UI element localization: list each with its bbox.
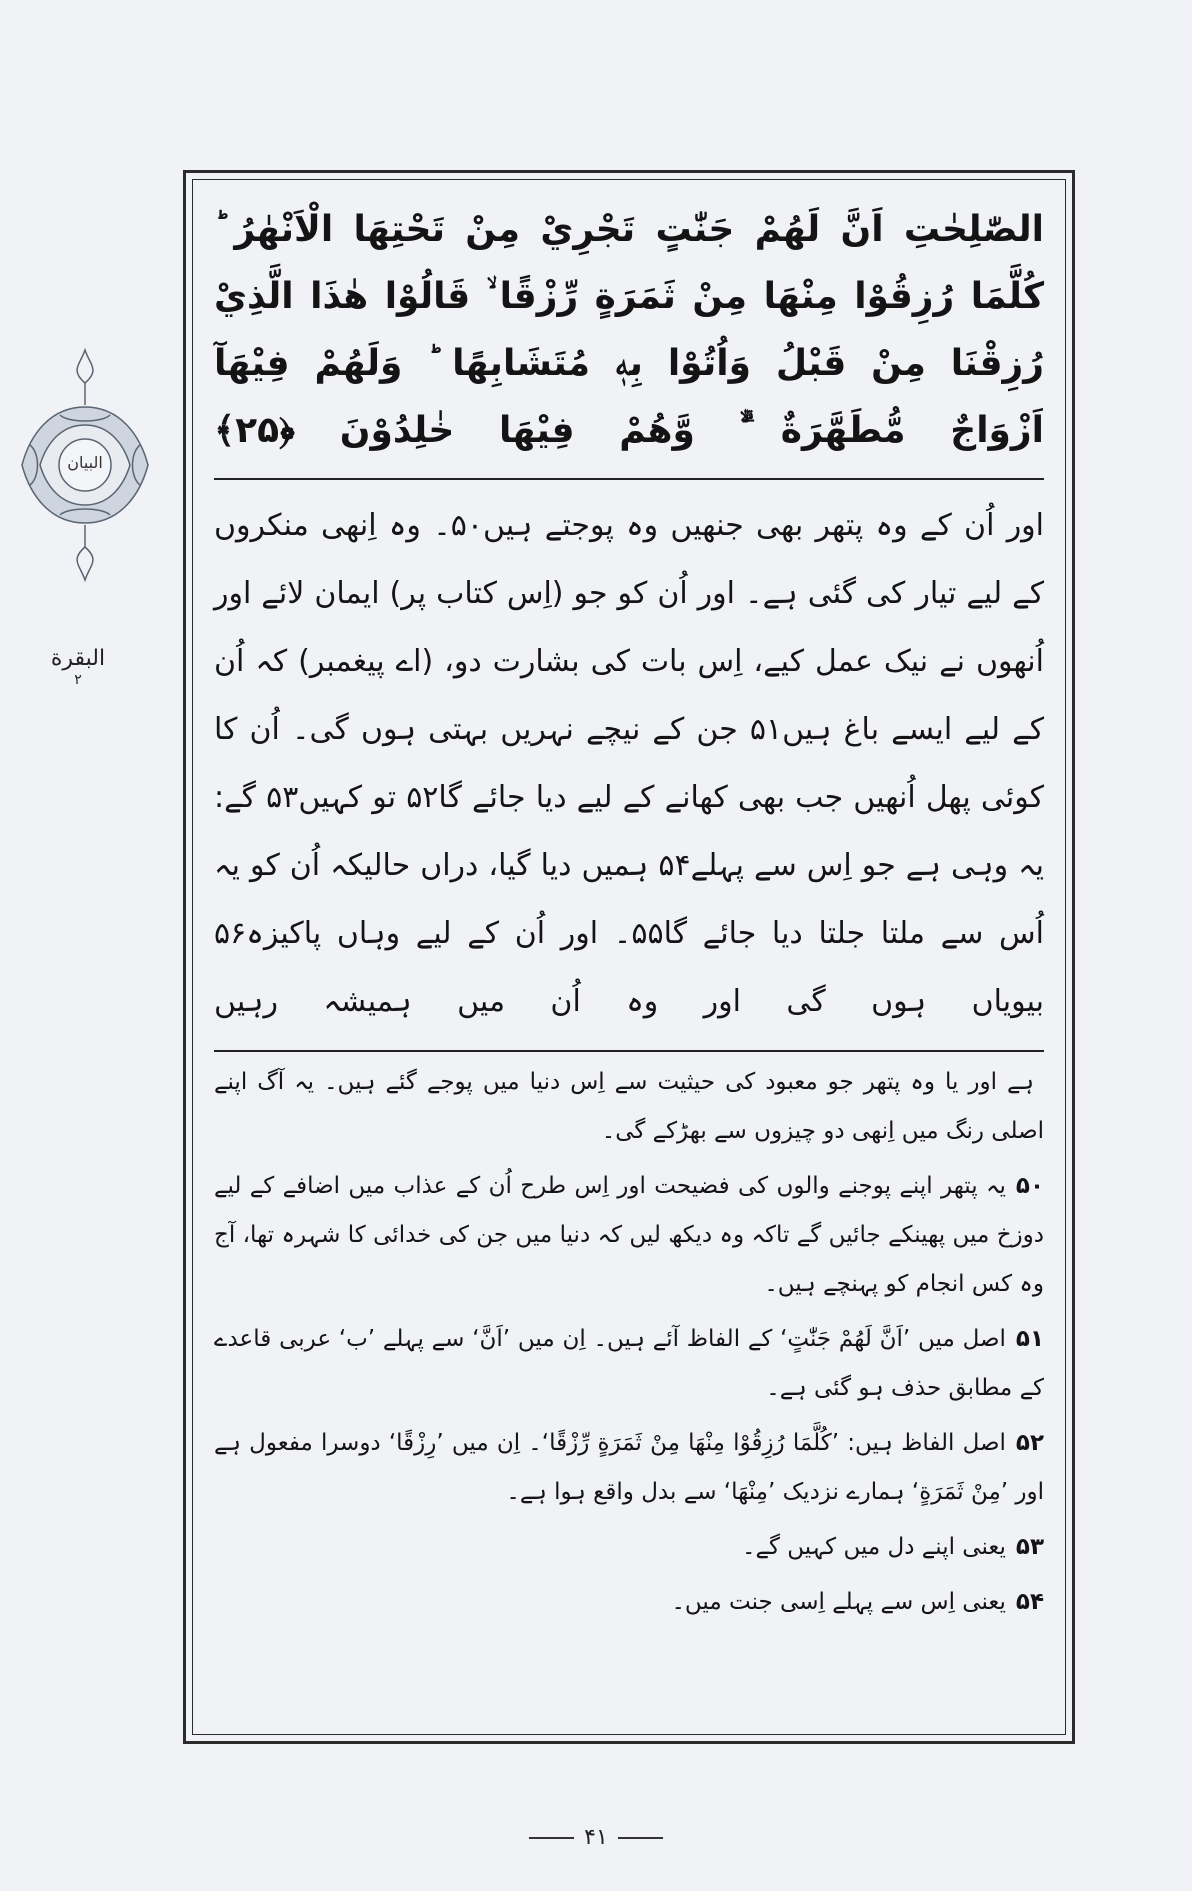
surah-name: البقرة xyxy=(50,646,106,671)
sidebar-ornament xyxy=(10,345,160,585)
page-number-dash xyxy=(529,1837,574,1839)
footnote-text: یعنی اپنے دل میں کہیں گے۔ xyxy=(742,1534,1006,1560)
footnote xyxy=(214,1419,1044,1517)
page-number-footer xyxy=(0,1825,1192,1850)
footnote-text: ہے اور یا وہ پتھر جو معبود کی حیثیت سے اِس دنیا میں پوجے گئے ہیں۔ یہ آگ اپنے اصلی رنگ میں اِنھی دو چیزوں سے بھڑکے گی۔ xyxy=(214,1069,1044,1144)
surah-label xyxy=(38,645,118,687)
divider-top xyxy=(214,478,1044,480)
translation-text: اور اُن کے وہ پتھر بھی جنھیں وہ پوجتے ہیں۵۰۔ وہ اِنھی منکروں کے لیے تیار کی گئی ہے۔ اور اُن کو جو (اِس کتاب پر) ایمان لائے اور اُنھوں نے نیک عمل کیے، اِس بات کی بشارت دو، (اے پیغمبر) کہ اُن کے لیے ایسے باغ ہیں۵۱ جن کے نیچے نہریں بہتی ہوں گی۔ اُن کا کوئی پھل اُنھیں جب بھی کھانے کے لیے دیا جائے گا۵۲ تو کہیں۵۳ گے: یہ وہی ہے جو اِس سے پہلے۵۴ ہمیں دیا گیا، دراں حالیکہ اُن کو یہ اُس سے ملتا جلتا دیا جائے گا۵۵۔ اور اُن کے لیے وہاں پاکیزہ۵۶ بیویاں ہوں گی اور وہ اُن میں ہمیشہ رہیں xyxy=(214,508,1045,1019)
footnote xyxy=(214,1523,1044,1572)
medallion-text: البیان xyxy=(67,453,103,472)
footnote xyxy=(214,1162,1044,1309)
footnote-number: ۵۲ xyxy=(1015,1430,1044,1456)
quran-verse: الصّٰلِحٰتِ اَنَّ لَهُمْ جَنّٰتٍ تَجْرِيْ مِنْ تَحْتِهَا الْاَنْهٰرُ ؕ كُلَّمَا رُزِقُوْا مِنْهَا مِنْ ثَمَرَةٍ رِّزْقًا ۙ قَالُوْا هٰذَا الَّذِيْ رُزِقْنَا مِنْ قَبْلُ وَاُتُوْا بِهٖ مُتَشَابِهًا ؕ وَلَهُمْ فِيْهَآ اَزْوَاجٌ مُّطَهَّرَةٌ ۙۗ وَّهُمْ فِيْهَا خٰلِدُوْنَ ﴿۲۵﴾ xyxy=(214,209,1044,451)
footnote xyxy=(214,1058,1044,1156)
footnote-text: اصل میں ’اَنَّ لَهُمْ جَنّٰتٍ‘ کے الفاظ آئے ہیں۔ اِن میں ’اَنَّ‘ سے پہلے ’ب‘ عربی قاعدے کے مطابق حذف ہو گئی ہے۔ xyxy=(214,1326,1044,1401)
footnote-number: ۵۴ xyxy=(1015,1589,1044,1615)
footnote-number: ۵۱ xyxy=(1015,1326,1044,1352)
footnote-number: ۵۳ xyxy=(1015,1534,1044,1560)
divider-bottom xyxy=(214,1050,1044,1052)
footnote xyxy=(214,1578,1044,1627)
footnote-text: اصل الفاظ ہیں: ’كُلَّمَا رُزِقُوْا مِنْهَا مِنْ ثَمَرَةٍ رِّزْقًا‘۔ اِن میں ’رِزْقًا‘ دوسرا مفعول ہے اور ’مِنْ ثَمَرَةٍ‘ ہمارے نزدیک ’مِنْهَا‘ سے بدل واقع ہوا ہے۔ xyxy=(214,1430,1044,1505)
footnote-text: یہ پتھر اپنے پوجنے والوں کی فضیحت اور اِس طرح اُن کے عذاب میں اضافے کے لیے دوزخ میں پھینکے جائیں گے تاکہ وہ دیکھ لیں کہ دنیا میں جن کی خدائی کا شہرہ تھا، آج وہ کس انجام کو پہنچے ہیں۔ xyxy=(214,1173,1044,1297)
footnote xyxy=(214,1315,1044,1413)
footnote-number: ۵۰ xyxy=(1015,1173,1044,1199)
page-content xyxy=(214,188,1044,1633)
page-number-dash xyxy=(618,1837,663,1839)
footnote-text: یعنی اِس سے پہلے اِسی جنت میں۔ xyxy=(671,1589,1006,1615)
surah-number: ۲ xyxy=(74,672,82,688)
footnotes xyxy=(214,1058,1044,1627)
page-number: ۴۱ xyxy=(584,1825,608,1850)
